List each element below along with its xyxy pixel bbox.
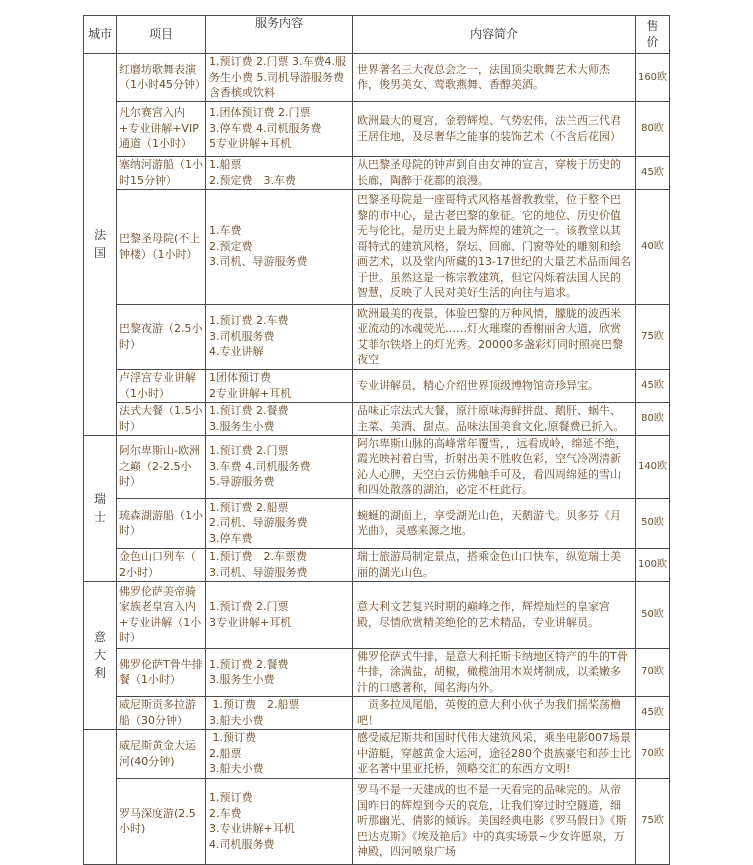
service-line: 2.预定费 (209, 239, 253, 253)
price-cell: 75欧 (636, 778, 670, 864)
service-line: 3.专业讲解+耳机 (209, 822, 295, 835)
table-row (84, 648, 670, 696)
header-city: 城市 (84, 16, 117, 54)
service-line: 1.预订费 (209, 791, 253, 804)
price-cell: 70欧 (636, 729, 670, 778)
service-cell (206, 101, 353, 156)
item-cell: 卢浮宫专业讲解（1小时） (117, 369, 206, 402)
table-row (84, 156, 670, 189)
intro-cell: 欧洲最大的夏宫，金碧辉煌、气势宏伟，法兰西三代君王居住地，及尽奢华之能事的装饰艺术（不含后花园） (353, 101, 636, 156)
intro-cell: 巴黎圣母院是一座哥特式风格基督教教堂，位于整个巴黎的市中心，是古老巴黎的象征。它的地位、历史价值无与伦比，是历史上最为辉煌的建筑之一。该教堂以其哥特式的建筑风格，祭坛、回廊、门窗等处的雕刻和绘画艺术，以及堂内所藏的13-17世纪的大量艺术品而闻名于世。虽然这是一栋宗教建筑，但它闪烁着法国人民的智慧，反映了人民对美好生活的向往与追求。 (353, 189, 636, 304)
service-cell (206, 778, 353, 864)
header-row (84, 16, 670, 54)
service-line: 1.预订费 2.门票 (209, 444, 289, 458)
service-line: 2.船票 (209, 746, 242, 760)
city-cell: 意 大 利 (84, 581, 117, 729)
service-line: 3.停车费 (209, 531, 253, 545)
header-item: 项目 (117, 16, 206, 54)
service-line: 1.预订费 2.车票费 (209, 550, 307, 563)
service-line: 1团体预订费 (209, 371, 271, 384)
table-row (84, 369, 670, 402)
intro-cell: 感受威尼斯共和国时代伟大建筑风采，乘坐电影007场景中游艇，穿越黄金大运河，途径280个贵族豪宅和莎士比亚名著中里亚托桥，领略交汇的东西方文明! (353, 729, 636, 778)
service-line: 3.司机、导游服务费 (209, 565, 308, 579)
service-cell (206, 648, 353, 696)
item-cell: 法式大餐（1.5小时） (117, 402, 206, 435)
service-line: 2.预定费 3.车费 (209, 173, 296, 187)
table-row (84, 402, 670, 435)
header-intro: 内容简介 (353, 16, 636, 54)
item-cell: 佛罗伦萨T骨牛排餐（1小时） (117, 648, 206, 696)
city-cell: 瑞 士 (84, 435, 117, 581)
service-cell (206, 729, 353, 778)
intro-cell: 欧洲最美的夜景，体验巴黎的万种风情，朦胧的波西米亚流动的冰魂荧光……灯火璀璨的香榭丽舍大道，欣赏艾菲尔铁塔上的灯光秀。20000多盏彩灯同时照亮巴黎夜空 (353, 304, 636, 369)
table-row (84, 696, 670, 729)
item-cell: 琉森湖游船（1小时） (117, 498, 206, 548)
service-cell (206, 54, 353, 102)
service-line: 2.车费 (209, 806, 242, 820)
price-cell: 45欧 (636, 156, 670, 189)
service-cell (206, 369, 353, 402)
service-line: 1.预订费 2.船票 (209, 500, 289, 514)
price-cell: 45欧 (636, 696, 670, 729)
service-line: 1.船票 (209, 158, 242, 171)
price-cell: 140欧 (636, 435, 670, 498)
service-line: 5专业讲解+耳机 (209, 137, 292, 151)
intro-cell: 瑞士旅游局制定景点，搭乘金色山口快车，纵览瑞士美丽的湖光山色。 (353, 548, 636, 581)
service-line: 3.司机、导游服务费 (209, 255, 308, 269)
table-row (84, 729, 670, 778)
service-line: 1.团体预订费 2.门票 (209, 106, 311, 120)
table-row (84, 581, 670, 648)
service-line: 3.服务生小费 (209, 673, 275, 686)
price-cell: 40欧 (636, 189, 670, 304)
service-line: 5.导游服务费 (209, 475, 275, 489)
service-line: 4.专业讲解 (209, 345, 264, 359)
intro-cell: 意大利文艺复兴时期的巅峰之作，辉煌灿烂的皇家宫殿，尽情欣赏精美绝伦的艺术精品，专业讲解员。 (353, 581, 636, 648)
service-line: 3.服务生小费 (209, 419, 275, 433)
intro-cell: 罗马不是一天建成的也不是一天看完的品味完的。从帝国昨日的辉煌到今天的哀危，让我们穿过时空隧道，细听那幽光、倩影的倾诉。美国经典电影《罗马假日》《斯巴达克斯》《埃及艳后》中的真实场景~少女许愿泉，万神殿，四河喷泉广场 (353, 778, 636, 864)
item-cell: 巴黎圣母院(不上钟楼）（1小时） (117, 189, 206, 304)
table-row (84, 778, 670, 864)
header-service: 服务内容 (206, 16, 353, 54)
service-cell (206, 696, 353, 729)
service-line: 4.司机服务费 (209, 837, 275, 851)
price-cell: 160欧 (636, 54, 670, 102)
service-line: 3.停车费 4.司机服务费 (209, 121, 322, 135)
table-row (84, 101, 670, 156)
service-line: 3.司机服务费 (209, 329, 275, 343)
city-cell (84, 729, 117, 864)
service-line: 2专业讲解+耳机 (209, 386, 292, 400)
service-cell (206, 581, 353, 648)
service-line: 1.预订费 2.餐费 (209, 657, 289, 671)
tour-price-table (83, 15, 670, 865)
header-price: 售 价 (636, 16, 670, 54)
service-line: 3专业讲解+耳机 (209, 615, 292, 629)
service-line: 3.船夫小费 (209, 713, 264, 727)
intro-cell: 世界著名三大夜总会之一，法国顶尖歌舞艺术大师杰作，俊男美女、莺歌燕舞、香醇美酒。 (353, 54, 636, 102)
item-cell: 塞纳河游船（1小时15分钟） (117, 156, 206, 189)
price-cell: 50欧 (636, 498, 670, 548)
item-cell: 阿尔卑斯山-欧洲之巅（2-2.5小时） (117, 435, 206, 498)
service-line: 1.预订费 2.餐费 (209, 404, 289, 417)
service-cell (206, 548, 353, 581)
table-row (84, 54, 670, 102)
item-cell: 佛罗伦萨美帝骑家族老皇宫入内+专业讲解（1小时） (117, 581, 206, 648)
table-row (84, 498, 670, 548)
item-cell: 金色山口列车（ 2小时） (117, 548, 206, 581)
service-cell (206, 498, 353, 548)
service-line: 1.车费 (209, 224, 242, 238)
table-row (84, 548, 670, 581)
item-cell: 红磨坊歌舞表演（1小时45分钟） (117, 54, 206, 102)
intro-cell: 从巴黎圣母院的钟声到自由女神的宣言，穿梭于历史的长廊，陶醉于花都的浪漫。 (353, 156, 636, 189)
service-line: 1.预订费 (209, 731, 256, 745)
service-cell (206, 402, 353, 435)
table-row (84, 189, 670, 304)
price-cell: 80欧 (636, 402, 670, 435)
table-row (84, 304, 670, 369)
intro-cell: 阿尔卑斯山脉的高峰常年覆雪，，远看成岭，绵延不绝，霞光映衬着白雪，折射出美不胜收色彩，空气冷冽清新沁人心脾，天空白云仿佛触手可及，看四周绵延的雪山和四处散落的湖泊，必定不枉此行。 (353, 435, 636, 498)
price-cell: 45欧 (636, 369, 670, 402)
intro-cell: 专业讲解员，精心介绍世界顶级博物馆奇珍异宝。 (353, 369, 636, 402)
price-cell: 100欧 (636, 548, 670, 581)
service-line: 1.预订费 2.门票 3.车费4.服务生小费 5.司机导游服务费含香槟或饮料 (209, 55, 346, 99)
intro-cell: 佛罗伦萨式牛排，是意大利托斯卡纳地区特产的牛的T骨牛排，涂满盐，胡椒，橄榄油用木炭烤制成，以柔嫩多汁的口感著称，闻名海内外。 (353, 648, 636, 696)
price-cell: 70欧 (636, 648, 670, 696)
price-cell: 75欧 (636, 304, 670, 369)
service-cell (206, 156, 353, 189)
service-line: 1.预订费 2.门票 (209, 600, 289, 613)
item-cell: 威尼斯黄金大运河(40分钟) (117, 729, 206, 778)
service-cell (206, 304, 353, 369)
table-row (84, 435, 670, 498)
service-line: 3.车费 4.司机服务费 (209, 459, 311, 473)
price-cell: 50欧 (636, 581, 670, 648)
service-line: 1.预订费 2.车费 (209, 314, 289, 328)
item-cell: 罗马深度游(2.5小时) (117, 778, 206, 864)
intro-cell: 贡多拉凤尾船，英俊的意大利小伙子为我们摇桨荡橹吧！ (353, 696, 636, 729)
city-cell: 法 国 (84, 54, 117, 436)
service-cell (206, 435, 353, 498)
service-line: 3.船夫小费 (209, 762, 264, 776)
intro-cell: 品味正宗法式大餐，原汁原味海鲜拼盘、鹅肝、蜗牛、主菜、美酒、甜点。品味法国美食文化,原餐费已折入。 (353, 402, 636, 435)
item-cell: 凡尔赛宫入内+专业讲解+VIP通道（1小时） (117, 101, 206, 156)
service-line: 2.司机、导游服务费 (209, 516, 308, 530)
service-cell (206, 189, 353, 304)
price-cell: 80欧 (636, 101, 670, 156)
item-cell: 巴黎夜游（2.5小时） (117, 304, 206, 369)
item-cell: 威尼斯贡多拉游船（30分钟） (117, 696, 206, 729)
service-line: 1.预订费 2.船票 (209, 698, 300, 711)
intro-cell: 蜿蜒的湖面上，享受湖光山色，天鹅游弋。贝多芬《月光曲》，灵感来源之地。 (353, 498, 636, 548)
